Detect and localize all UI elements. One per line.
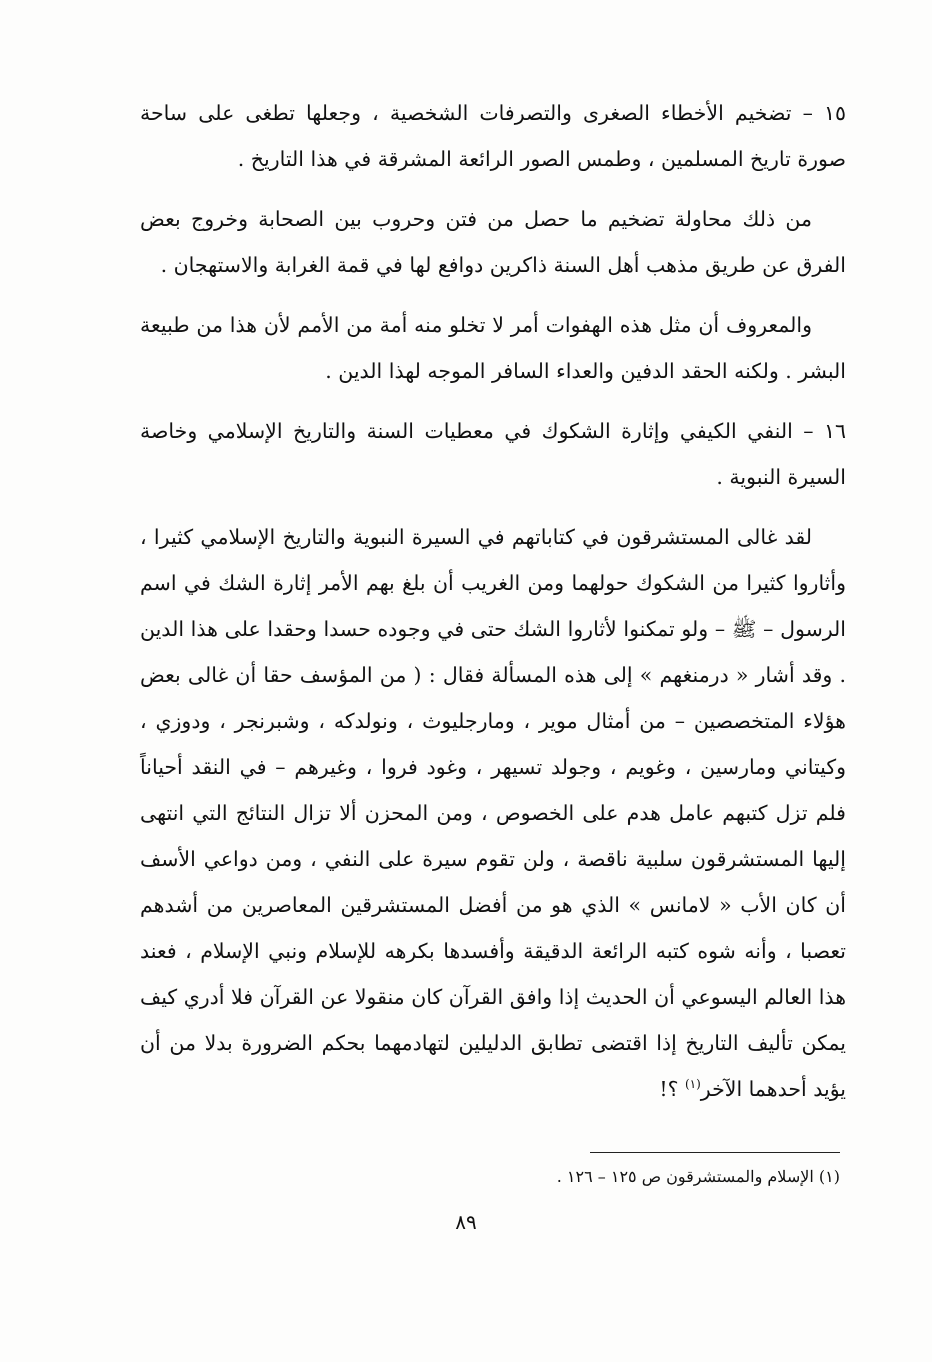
paragraph-16-body-ending: ؟!: [659, 1077, 685, 1101]
footnote-marker: (١): [684, 1077, 701, 1092]
page-number: ٨٩: [455, 1210, 477, 1234]
paragraph-16-body: [140, 514, 846, 1112]
paragraph-16: ١٦ – النفي الكيفي وإثارة الشكوك في معطيات السنة والتاريخ الإسلامي وخاصة السيرة النبوية .: [140, 419, 846, 489]
paragraph-15-example: من ذلك محاولة تضخيم ما حصل من فتن وحروب بين الصحابة وخروج بعض الفرق عن طريق مذهب أهل السنة ذاكرين دوافع لها في قمة الغرابة والاستهجان .: [140, 207, 846, 277]
main-text: [140, 90, 846, 1126]
footnote-divider: [590, 1152, 840, 1153]
footnote: (١) الإسلام والمستشرقون ص ١٢٥ – ١٢٦ .: [556, 1167, 840, 1186]
paragraph-15-comment: والمعروف أن مثل هذه الهفوات أمر لا تخلو منه أمة من الأمم لأن هذا من طبيعة البشر . ولكنه الحقد الدفين والعداء السافر الموجه لهذا الدين .: [140, 313, 846, 383]
paragraph-15: ١٥ – تضخيم الأخطاء الصغرى والتصرفات الشخصية ، وجعلها تطغى على ساحة صورة تاريخ المسلمين ، وطمس الصور الرائعة المشرقة في هذا التاريخ .: [140, 101, 846, 171]
paragraph-16-body-text: لقد غالى المستشرقون في كتاباتهم في السيرة النبوية والتاريخ الإسلامي كثيرا ، وأثاروا كثيرا من الشكوك حولهما ومن الغريب أن بلغ بهم الأمر إثارة الشك في اسم الرسول – ﷺ – ولو تمكنوا لأثاروا الشك حتى في وجوده حسدا وحقدا على هذا الدين . وقد أشار « درمنغهم » إلى هذه المسألة فقال : ( من المؤسف حقا أن غالى بعض هؤلاء المتخصصين – من أمثال موير ، ومارجليوث ، ونولدكه ، وشبرنجر ، ودوزي ، وكيتاني ومارسين ، وغويم ، وجولد تسيهر ، وغود فروا ، وغيرهم – في النقد أحياناً فلم تزل كتبهم عامل هدم على الخصوص ، ومن المحزن ألا تزال النتائج التي انتهى إليها المستشرقون سلبية ناقصة ، ولن تقوم سيرة على النفي ، ومن دواعي الأسف أن كان الأب « لامانس » الذي هو من أفضل المستشرقين المعاصرين من أشدهم تعصبا ، وأنه شوه كتبه الرائعة الدقيقة وأفسدها بكرهه للإسلام ونبي الإسلام ، فعند هذا العالم اليسوعي أن الحديث إذا وافق القرآن كان منقولا عن القرآن فلا أدري كيف يمكن تأليف التاريخ إذا اقتضى تطابق الدليلين لتهادمهما بحكم الضرورة بدلا من أن يؤيد أحدهما الآخر: [140, 525, 846, 1101]
